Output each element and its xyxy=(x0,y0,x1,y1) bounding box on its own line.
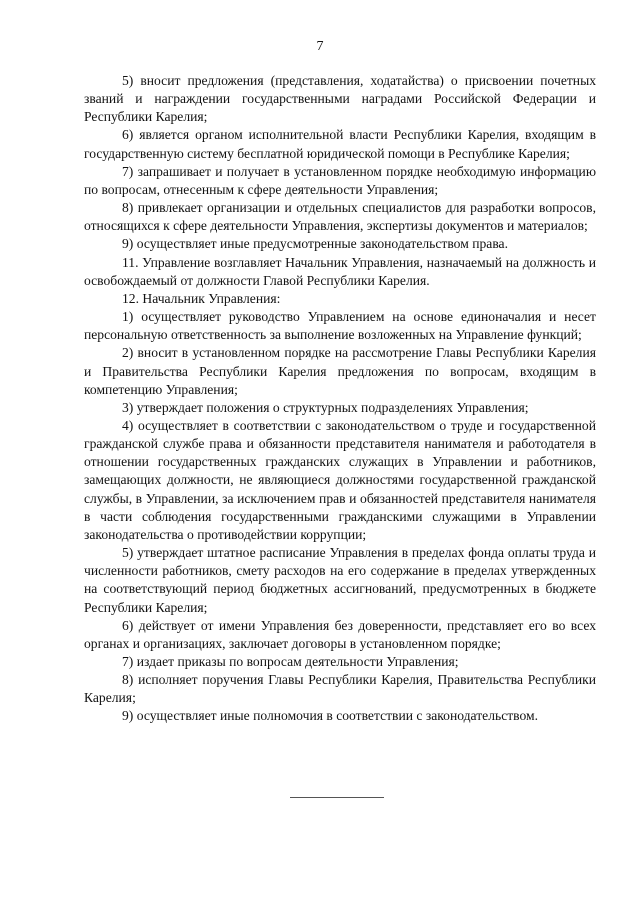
paragraph-section-12-heading: 12. Начальник Управления: xyxy=(122,290,281,306)
paragraph-section-11: 11. Управление возглавляет Начальник Управления, назначаемый на должность и освобождаемый от должности Главой Республики Карелия. xyxy=(84,254,596,288)
paragraph-head-duty-8: 8) исполняет поручения Главы Республики Карелия, Правительства Республики Карелия; xyxy=(84,672,596,706)
paragraph-head-duty-7: 7) издает приказы по вопросам деятельности Управления; xyxy=(122,654,459,669)
paragraph-head-duty-1: 1) осуществляет руководство Управлением на основе единоначалия и несет персональную ответственность за выполнение возложенных на Управление функций; xyxy=(84,309,596,343)
paragraph-rights-8: 8) привлекает организации и отдельных специалистов для разработки вопросов, относящихся к сфере деятельности Управления, экспертизы документов и материалов; xyxy=(84,200,596,234)
paragraph-head-duty-4: 4) осуществляет в соответствии с законодательством о труде и государственной гражданской службе права и обязанности представителя нанимателя и работодателя в отношении государственных гражданских служащих в Управлении и работников, замещающих должности, не являющиеся должностями государственной гражданской службы, в Управлении, за исключением прав и обязанностей представителя нанимателя в части соблюдения государственными гражданскими служащими в Управлении законодательства о противодействии коррупции; xyxy=(84,417,596,542)
paragraph-rights-5: 5) вносит предложения (представления, ходатайства) о присвоении почетных званий и награждении государственными наградами Российской Федерации и Республики Карелия; xyxy=(84,73,596,125)
end-separator-line xyxy=(290,797,384,798)
paragraph-head-duty-9: 9) осуществляет иные полномочия в соответствии с законодательством. xyxy=(122,708,539,724)
paragraph-rights-9: 9) осуществляет иные предусмотренные законодательством права. xyxy=(122,236,508,252)
paragraph-rights-6: 6) является органом исполнительной власти Республики Карелия, входящим в государственную систему бесплатной юридической помощи в Республике Карелия; xyxy=(84,127,596,161)
paragraph-head-duty-6: 6) действует от имени Управления без доверенности, представляет его во всех органах и организациях, заключает договоры в установленном порядке; xyxy=(84,617,596,651)
page-number: 7 xyxy=(316,39,324,54)
document-body xyxy=(84,72,596,726)
paragraph-head-duty-2: 2) вносит в установленном порядке на рассмотрение Главы Республики Карелия и Правительства Республики Карелия предложения по вопросам, входящим в компетенцию Управления; xyxy=(84,345,596,397)
paragraph-head-duty-5: 5) утверждает штатное расписание Управления в пределах фонда оплаты труда и численности работников, смету расходов на его содержание в пределах утвержденных на соответствующий период бюджетных ассигнований, предусмотренных в бюджете Республики Карелия; xyxy=(84,545,596,615)
paragraph-head-duty-3: 3) утверждает положения о структурных подразделениях Управления; xyxy=(122,399,529,415)
paragraph-rights-7: 7) запрашивает и получает в установленном порядке необходимую информацию по вопросам, отнесенным к сфере деятельности Управления; xyxy=(84,163,596,197)
